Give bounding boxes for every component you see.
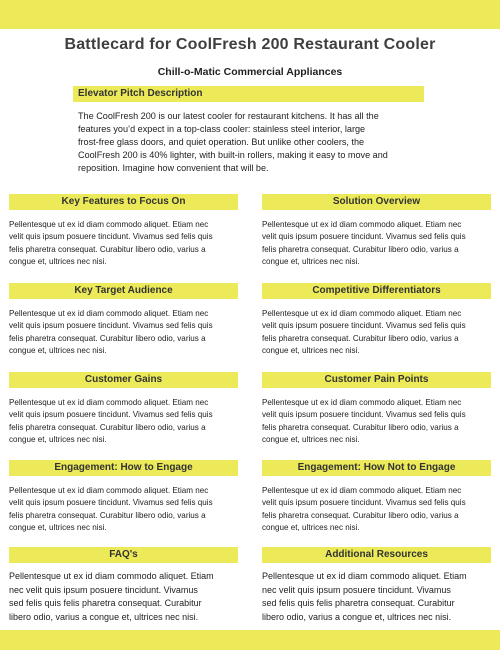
body-line: felis pharetra consequat. Curabitur libero odio, varius a (9, 244, 206, 254)
body-line: Pellentesque ut ex id diam commodo aliquet. Etiam nec (9, 220, 209, 229)
section-heading-how-not-to-engage: Engagement: How Not to Engage (262, 460, 491, 476)
top-accent-bar (0, 0, 500, 29)
body-line: nec velit quis ipsum posuere tincidunt. Vivamus (262, 584, 451, 595)
body-line: Pellentesque ut ex id diam commodo aliquet. Etiam nec (262, 398, 462, 407)
body-line: velit quis ipsum posuere tincidunt. Vivamus sed felis quis (262, 232, 466, 242)
section-body-target-audience (9, 308, 247, 358)
body-line: nec velit quis ipsum posuere tincidunt. Vivamus (9, 584, 198, 595)
body-line: congue et, ultrices nec nisi. (9, 435, 107, 445)
section-heading-additional-resources: Additional Resources (262, 547, 491, 563)
body-line: velit quis ipsum posuere tincidunt. Vivamus sed felis quis (9, 410, 213, 420)
section-body-solution-overview (262, 219, 500, 269)
body-line: libero odio, varius a congue et, ultrices nec nisi. (9, 611, 199, 622)
pitch-body (78, 110, 428, 175)
body-line: felis pharetra consequat. Curabitur libero odio, varius a (262, 510, 459, 520)
section-body-faqs (9, 570, 247, 624)
section-heading-faqs: FAQ's (9, 547, 238, 563)
section-body-additional-resources (262, 570, 500, 624)
body-line: congue et, ultrices nec nisi. (262, 435, 360, 445)
body-line: Pellentesque ut ex id diam commodo aliquet. Etiam nec (9, 486, 209, 495)
section-heading-how-to-engage: Engagement: How to Engage (9, 460, 238, 476)
body-line: Pellentesque ut ex id diam commodo aliquet. Etiam (9, 571, 214, 581)
section-heading-key-features: Key Features to Focus On (9, 194, 238, 210)
body-line: velit quis ipsum posuere tincidunt. Vivamus sed felis quis (9, 232, 213, 242)
body-line: congue et, ultrices nec nisi. (9, 257, 107, 267)
pitch-line: The CoolFresh 200 is our latest cooler for restaurant kitchens. It has all the (78, 111, 379, 121)
body-line: velit quis ipsum posuere tincidunt. Vivamus sed felis quis (262, 498, 466, 508)
pitch-line: CoolFresh 200 is 40% lighter, with built-in rollers, making it easy to move and (78, 150, 388, 160)
section-body-key-features (9, 219, 247, 269)
section-body-customer-pain-points (262, 397, 500, 447)
body-line: felis pharetra consequat. Curabitur libero odio, varius a (9, 333, 206, 343)
body-line: Pellentesque ut ex id diam commodo aliquet. Etiam (262, 571, 467, 581)
section-heading-solution-overview: Solution Overview (262, 194, 491, 210)
bottom-accent-bar (0, 630, 500, 650)
body-line: congue et, ultrices nec nisi. (9, 523, 107, 533)
page-title: Battlecard for CoolFresh 200 Restaurant Cooler (64, 36, 436, 53)
body-line: congue et, ultrices nec nisi. (262, 523, 360, 533)
body-line: felis pharetra consequat. Curabitur libero odio, varius a (262, 422, 459, 432)
body-line: sed felis quis felis pharetra consequat. Curabitur (9, 598, 202, 608)
section-body-how-to-engage (9, 485, 247, 535)
body-line: Pellentesque ut ex id diam commodo aliquet. Etiam nec (262, 486, 462, 495)
body-line: sed felis quis felis pharetra consequat. Curabitur (262, 598, 455, 608)
body-line: congue et, ultrices nec nisi. (262, 346, 360, 356)
section-body-how-not-to-engage (262, 485, 500, 535)
pitch-line: reposition. Imagine how convenient that will be. (78, 163, 269, 173)
body-line: felis pharetra consequat. Curabitur libero odio, varius a (262, 244, 459, 254)
body-line: libero odio, varius a congue et, ultrices nec nisi. (262, 611, 452, 622)
body-line: Pellentesque ut ex id diam commodo aliquet. Etiam nec (9, 309, 209, 318)
section-heading-customer-pain-points: Customer Pain Points (262, 372, 491, 388)
body-line: velit quis ipsum posuere tincidunt. Vivamus sed felis quis (262, 410, 466, 420)
pitch-heading: Elevator Pitch Description (73, 86, 424, 102)
pitch-line: features you’d expect in a top-class cooler: stainless steel interior, large (78, 124, 366, 134)
section-heading-target-audience: Key Target Audience (9, 283, 238, 299)
body-line: Pellentesque ut ex id diam commodo aliquet. Etiam nec (9, 398, 209, 407)
body-line: velit quis ipsum posuere tincidunt. Vivamus sed felis quis (9, 498, 213, 508)
body-line: velit quis ipsum posuere tincidunt. Vivamus sed felis quis (262, 321, 466, 331)
body-line: Pellentesque ut ex id diam commodo aliquet. Etiam nec (262, 220, 462, 229)
section-heading-competitive-differentiators: Competitive Differentiators (262, 283, 491, 299)
body-line: Pellentesque ut ex id diam commodo aliquet. Etiam nec (262, 309, 462, 318)
body-line: congue et, ultrices nec nisi. (262, 257, 360, 267)
body-line: felis pharetra consequat. Curabitur libero odio, varius a (9, 510, 206, 520)
body-line: felis pharetra consequat. Curabitur libero odio, varius a (9, 422, 206, 432)
body-line: congue et, ultrices nec nisi. (9, 346, 107, 356)
pitch-line: frost-free glass doors, and quiet operation. But unlike other coolers, the (78, 137, 365, 147)
page-subtitle: Chill-o-Matic Commercial Appliances (157, 66, 343, 78)
body-line: velit quis ipsum posuere tincidunt. Vivamus sed felis quis (9, 321, 213, 331)
body-line: felis pharetra consequat. Curabitur libero odio, varius a (262, 333, 459, 343)
section-body-customer-gains (9, 397, 247, 447)
section-heading-customer-gains: Customer Gains (9, 372, 238, 388)
section-body-competitive-differentiators (262, 308, 500, 358)
